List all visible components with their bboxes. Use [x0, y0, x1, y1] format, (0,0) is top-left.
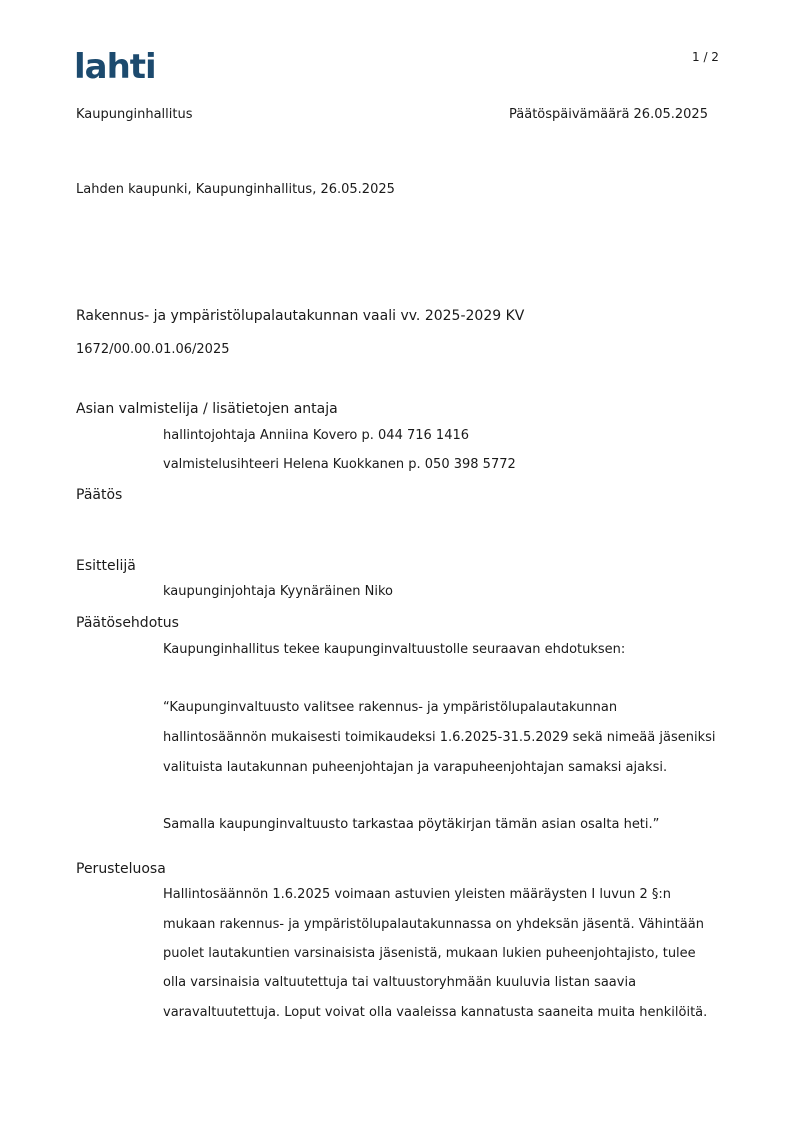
rationale-line: mukaan rakennus- ja ympäristölupalautakunnassa on yhdeksän jäsentä. Vähintään: [163, 917, 704, 932]
presenter-heading: Esittelijä: [76, 558, 136, 574]
lahti-logo: [74, 46, 174, 86]
proposal-heading: Päätösehdotus: [76, 615, 179, 631]
rationale-line: olla varsinaisia valtuutettuja tai valtuustoryhmään kuuluvia listan saavia: [163, 975, 637, 990]
meta-line: Lahden kaupunki, Kaupunginhallitus, 26.05.2025: [76, 182, 395, 197]
logo-text: lahti: [74, 47, 156, 86]
proposal-quote-line: hallintosäännön mukaisesti toimikaudeksi 1.6.2025-31.5.2029 sekä nimeää jäseniksi: [163, 730, 716, 745]
rationale-line: Hallintosäännön 1.6.2025 voimaan astuvien yleisten määräysten I luvun 2 §:n: [163, 887, 672, 902]
rationale-line: varavaltuutettuja. Loput voivat olla vaaleissa kannatusta saaneita muita henkilöitä.: [163, 1005, 708, 1020]
page-number: 1 / 2: [692, 50, 719, 64]
preparer-heading: Asian valmistelija / lisätietojen antaja: [76, 401, 338, 417]
proposal-intro: Kaupunginhallitus tekee kaupunginvaltuustolle seuraavan ehdotuksen:: [163, 642, 626, 657]
presenter-name: kaupunginjohtaja Kyynäräinen Niko: [163, 584, 393, 599]
decision-date: Päätöspäivämäärä 26.05.2025: [509, 107, 708, 122]
case-title: Rakennus- ja ympäristölupalautakunnan vaali vv. 2025-2029 KV: [76, 308, 525, 324]
rationale-heading: Perusteluosa: [76, 861, 166, 877]
proposal-quote-line: valituista lautakunnan puheenjohtajan ja varapuheenjohtajan samaksi ajaksi.: [163, 760, 668, 775]
preparer-line: valmistelusihteeri Helena Kuokkanen p. 050 398 5772: [163, 457, 516, 472]
proposal-closing: Samalla kaupunginvaltuusto tarkastaa pöytäkirjan tämän asian osalta heti.”: [163, 817, 660, 832]
decision-heading: Päätös: [76, 487, 123, 503]
organ-name: Kaupunginhallitus: [76, 107, 193, 122]
proposal-quote-line: “Kaupunginvaltuusto valitsee rakennus- ja ympäristölupalautakunnan: [163, 700, 618, 715]
case-number: 1672/00.00.01.06/2025: [76, 342, 230, 357]
rationale-line: puolet lautakuntien varsinaisista jäsenistä, mukaan lukien puheenjohtajisto, tulee: [163, 946, 696, 961]
preparer-line: hallintojohtaja Anniina Kovero p. 044 716 1416: [163, 428, 470, 443]
